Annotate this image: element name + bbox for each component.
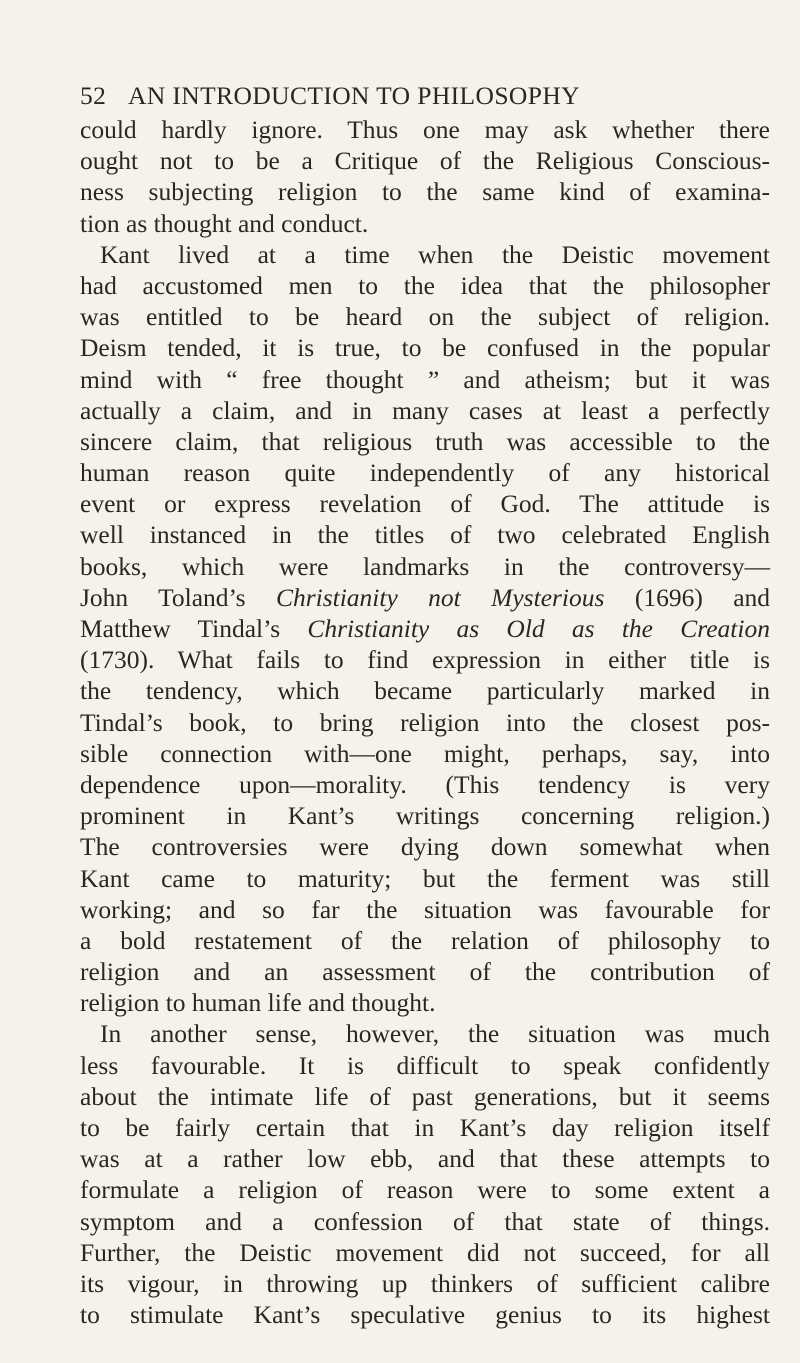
text-line: sincere claim, that religious truth was accessible to the <box>80 426 770 456</box>
text-line: formulate a religion of reason were to some extent a <box>80 1175 770 1205</box>
text-line: human reason quite independently of any historical <box>80 458 770 488</box>
text-line: the tendency, which became particularly marked in <box>80 676 770 706</box>
text-line: Further, the Deistic movement did not succeed, for all <box>80 1237 770 1267</box>
text-line: ness subjecting religion to the same kind of examina- <box>80 177 770 207</box>
text-fragment: John Toland’s <box>80 582 276 612</box>
text-line: religion to human life and thought. <box>80 988 436 1018</box>
text-line: tion as thought and conduct. <box>80 208 369 238</box>
text-line: had accustomed men to the idea that the philosopher <box>80 270 770 300</box>
text-fragment: Matthew Tindal’s <box>80 614 308 643</box>
text-line: religion and an assessment of the contribution of <box>80 957 770 987</box>
text-line: working; and so far the situation was favourable for <box>80 894 770 924</box>
running-head-title: AN INTRODUCTION TO PHILOSOPHY <box>128 81 580 110</box>
text-line: mind with “ free thought ” and atheism; but it was <box>80 364 770 394</box>
text-line: actually a claim, and in many cases at least a perfectly <box>80 395 770 425</box>
text-line: about the intimate life of past generations, but it seems <box>80 1081 770 1111</box>
text-line: a bold restatement of the relation of philosophy to <box>80 925 770 955</box>
book-title-italic: Christianity not Mysterious <box>275 582 605 612</box>
text-line: Kant came to maturity; but the ferment was still <box>80 863 770 893</box>
text-fragment: (1696) and <box>604 582 771 612</box>
text-line: Deism tended, it is true, to be confused in the popular <box>80 333 770 363</box>
text-line: sible connection with—one might, perhaps, say, into <box>80 738 770 768</box>
text-line-with-title <box>80 613 770 644</box>
text-line: (1730). What fails to find expression in either title is <box>80 645 770 675</box>
text-line: was entitled to be heard on the subject of religion. <box>80 302 770 332</box>
text-line: event or express revelation of God. The attitude is <box>80 489 770 519</box>
text-line: prominent in Kant’s writings concerning religion.) <box>80 801 770 831</box>
running-head <box>80 78 770 114</box>
page-number: 52 <box>80 81 107 110</box>
text-line-with-title <box>80 582 770 613</box>
text-line: The controversies were dying down somewhat when <box>80 832 770 862</box>
paragraph-first-line: Kant lived at a time when the Deistic movement <box>100 239 770 269</box>
text-line: Tindal’s book, to bring religion into the closest pos- <box>80 707 770 737</box>
text-line: to stimulate Kant’s speculative genius to its highest <box>80 1300 770 1330</box>
text-line: was at a rather low ebb, and that these attempts to <box>80 1144 770 1174</box>
text-block <box>80 78 770 1330</box>
paragraph-first-line: In another sense, however, the situation was much <box>100 1019 770 1049</box>
book-title-italic: Christianity as Old as the Creation <box>307 614 770 643</box>
text-line: ought not to be a Critique of the Religious Conscious- <box>80 146 770 176</box>
text-line: books, which were landmarks in the controversy— <box>80 551 770 581</box>
text-line: less favourable. It is difficult to speak confidently <box>80 1050 770 1080</box>
text-line: to be fairly certain that in Kant’s day religion itself <box>80 1113 770 1142</box>
text-line: its vigour, in throwing up thinkers of sufficient calibre <box>80 1268 770 1298</box>
text-line: dependence upon—morality. (This tendency is very <box>80 769 770 799</box>
text-line: could hardly ignore. Thus one may ask whether there <box>80 115 770 144</box>
text-line: symptom and a confession of that state of things. <box>80 1206 770 1236</box>
text-line: well instanced in the titles of two celebrated English <box>80 520 770 550</box>
